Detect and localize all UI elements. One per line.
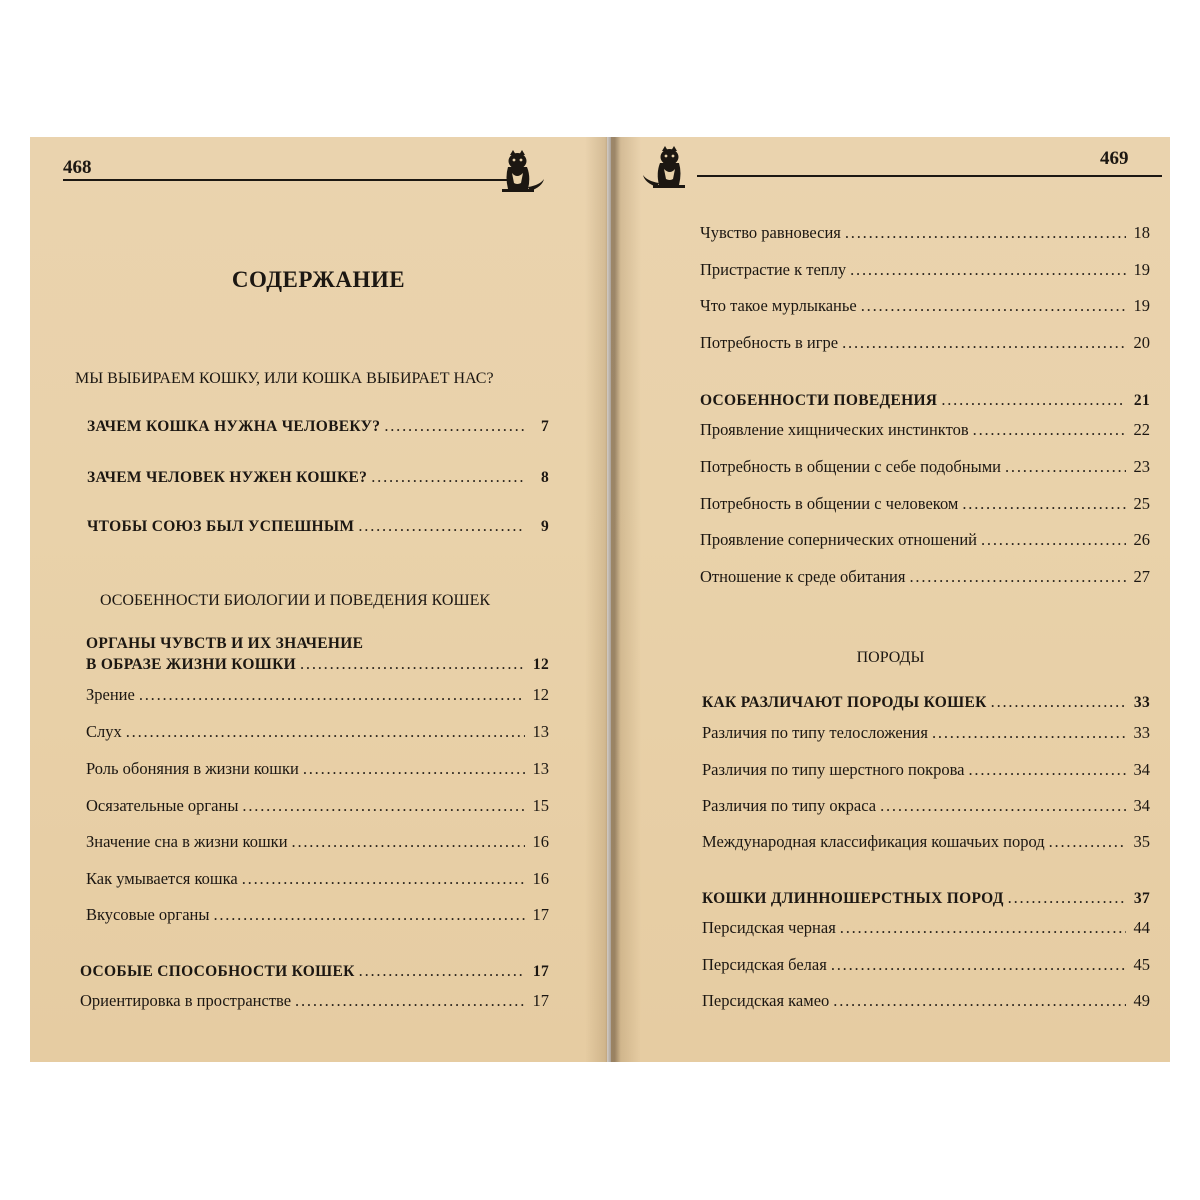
leader-dots [973,420,1126,440]
toc-entry-label: ОСОБЕННОСТИ ПОВЕДЕНИЯ [700,392,938,409]
toc-entry[interactable] [86,654,549,674]
toc-entry-label: Различия по типу окраса [702,796,877,815]
toc-entry-page: 19 [1133,260,1150,279]
leader-dots [831,955,1126,975]
toc-entry[interactable] [86,796,549,816]
toc-entry-page: 17 [532,905,549,924]
toc-entry-label: КАК РАЗЛИЧАЮТ ПОРОДЫ КОШЕК [702,694,987,711]
toc-entry-label: Международная классификация кошачьих пород [702,832,1045,851]
leader-dots [384,416,525,436]
toc-entry[interactable] [80,961,549,981]
toc-entry[interactable] [700,223,1150,243]
toc-entry-label: КОШКИ ДЛИННОШЕРСТНЫХ ПОРОД [702,890,1004,907]
toc-entry-page: 49 [1133,991,1150,1010]
leader-dots [371,467,525,487]
toc-entry-page: 44 [1133,918,1150,937]
toc-entry-page: 25 [1133,494,1150,513]
leader-dots [126,722,525,742]
toc-entry-label: Зрение [86,685,135,704]
toc-entry-label: Слух [86,722,122,741]
leader-dots [213,905,525,925]
leader-dots [300,654,525,674]
toc-entry-label: Потребность в общении с человеком [700,494,959,513]
toc-entry[interactable] [700,530,1150,550]
leader-dots [242,796,525,816]
toc-entry-page: 15 [532,796,549,815]
toc-entry-label: Персидская белая [702,955,827,974]
toc-entry-page: 20 [1133,333,1150,352]
left-page [30,137,607,1062]
toc-entry[interactable] [87,467,549,487]
toc-entry[interactable] [86,722,549,742]
toc-entry[interactable] [702,888,1150,908]
toc-entry-page: 17 [532,963,549,980]
leader-dots [850,260,1126,280]
toc-entry-page: 26 [1133,530,1150,549]
leader-dots [861,296,1126,316]
toc-entry-page: 33 [1133,694,1150,711]
toc-entry-page: 9 [540,518,549,535]
toc-entry-page: 7 [540,418,549,435]
toc-entry-page: 16 [532,869,549,888]
toc-entry-label: Ориентировка в пространстве [80,991,292,1010]
toc-entry-page: 19 [1133,296,1150,315]
toc-title: СОДЕРЖАНИЕ [231,267,406,292]
leader-dots [962,494,1126,514]
toc-entry-label: Персидская камео [702,991,830,1010]
book-spread [30,137,1170,1062]
toc-entry-label: Чувство равновесия [700,223,841,242]
toc-entry-label: Значение сна в жизни кошки [86,832,288,851]
toc-entry-label: Вкусовые органы [86,905,210,924]
leader-dots [303,759,525,779]
toc-entry-page: 12 [532,685,549,704]
part-heading: ОСОБЕННОСТИ БИОЛОГИИ И ПОВЕДЕНИЯ КОШЕК [100,592,491,609]
leader-dots [969,760,1127,780]
leader-dots [909,567,1126,587]
leader-dots [1008,888,1126,908]
leader-dots [358,516,525,536]
toc-entry[interactable] [87,516,549,536]
toc-entry-label: Проявление сопернических отношений [700,530,977,549]
toc-entry[interactable] [86,685,549,705]
toc-entry-page: 34 [1133,760,1150,779]
toc-entry-label: Различия по типу шерстного покрова [702,760,965,779]
leader-dots [1049,832,1126,852]
breeds-part-heading: ПОРОДЫ [856,649,925,666]
toc-entry[interactable] [702,991,1150,1011]
toc-entry-label: ЗАЧЕМ ЧЕЛОВЕК НУЖЕН КОШКЕ? [87,469,368,486]
toc-entry-label: В ОБРАЗЕ ЖИЗНИ КОШКИ [86,656,296,673]
toc-entry-page: 13 [532,759,549,778]
toc-entry-page: 21 [1133,392,1150,409]
toc-entry-label: Персидская черная [702,918,836,937]
leader-dots [842,333,1126,353]
intro-heading: МЫ ВЫБИРАЕМ КОШКУ, ИЛИ КОШКА ВЫБИРАЕТ НАС? [75,370,494,387]
leader-dots [139,685,525,705]
toc-entry[interactable] [700,390,1150,410]
leader-dots [991,692,1126,712]
toc-entry[interactable] [702,723,1150,743]
page-number-left: 468 [63,157,92,178]
toc-entry[interactable] [700,494,1150,514]
right-page [611,137,1170,1062]
cat-icon [641,145,699,191]
toc-entry-page: 45 [1133,955,1150,974]
leader-dots [295,991,525,1011]
leader-dots [359,961,525,981]
toc-entry[interactable] [702,918,1150,938]
toc-entry-page: 12 [532,656,549,673]
toc-entry[interactable] [702,760,1150,780]
toc-entry-page: 8 [540,469,549,486]
page-number-right: 469 [1100,148,1129,169]
toc-entry[interactable] [700,567,1150,587]
book-gutter [585,137,641,1062]
toc-entry-page: 18 [1133,223,1150,242]
toc-entry-label: Как умывается кошка [86,869,238,888]
leader-dots [833,991,1126,1011]
leader-dots [941,390,1126,410]
toc-entry[interactable] [86,869,549,889]
leader-dots [932,723,1126,743]
toc-entry[interactable] [86,832,549,852]
toc-entry-page: 35 [1133,832,1150,851]
toc-entry-page: 27 [1133,567,1150,586]
organs-heading-line1: ОРГАНЫ ЧУВСТВ И ИХ ЗНАЧЕНИЕ [86,635,364,652]
leader-dots [1005,457,1126,477]
toc-entry-label: ЗАЧЕМ КОШКА НУЖНА ЧЕЛОВЕКУ? [87,418,381,435]
toc-entry-label: ЧТОБЫ СОЮЗ БЫЛ УСПЕШНЫМ [87,518,355,535]
toc-entry[interactable] [86,905,549,925]
toc-entry[interactable] [700,333,1150,353]
toc-entry-label: Пристрастие к теплу [700,260,847,279]
leader-dots [292,832,525,852]
leader-dots [880,796,1126,816]
toc-entry-page: 33 [1133,723,1150,742]
toc-entry[interactable] [702,796,1150,816]
header-rule-right [697,175,1162,177]
toc-entry[interactable] [87,416,549,436]
toc-entry-label: Проявление хищнических инстинктов [700,420,969,439]
toc-entry-label: Различия по типу телосложения [702,723,928,742]
header-rule-left [63,179,521,181]
toc-entry-page: 17 [532,991,549,1010]
toc-entry[interactable] [702,692,1150,712]
toc-entry[interactable] [700,260,1150,280]
toc-entry-label: ОСОБЫЕ СПОСОБНОСТИ КОШЕК [80,963,355,980]
toc-entry-page: 22 [1133,420,1150,439]
toc-entry-label: Потребность в общении с себе подобными [700,457,1001,476]
toc-entry[interactable] [700,296,1150,316]
leader-dots [981,530,1126,550]
toc-entry-label: Роль обоняния в жизни кошки [86,759,299,778]
toc-entry[interactable] [702,955,1150,975]
leader-dots [845,223,1126,243]
toc-entry[interactable] [702,832,1150,852]
toc-entry-page: 16 [532,832,549,851]
toc-entry-page: 23 [1133,457,1150,476]
toc-entry-page: 34 [1133,796,1150,815]
toc-entry-page: 37 [1133,890,1150,907]
leader-dots [840,918,1126,938]
toc-entry-label: Что такое мурлыканье [700,296,857,315]
toc-entry[interactable] [700,457,1150,477]
toc-entry-label: Потребность в игре [700,333,839,352]
toc-entry[interactable] [80,991,549,1011]
leader-dots [242,869,525,889]
toc-entry[interactable] [86,759,549,779]
toc-entry-label: Отношение к среде обитания [700,567,906,586]
toc-entry-page: 13 [532,722,549,741]
toc-entry-label: Осязательные органы [86,796,239,815]
cat-icon [488,149,546,195]
toc-entry[interactable] [700,420,1150,440]
